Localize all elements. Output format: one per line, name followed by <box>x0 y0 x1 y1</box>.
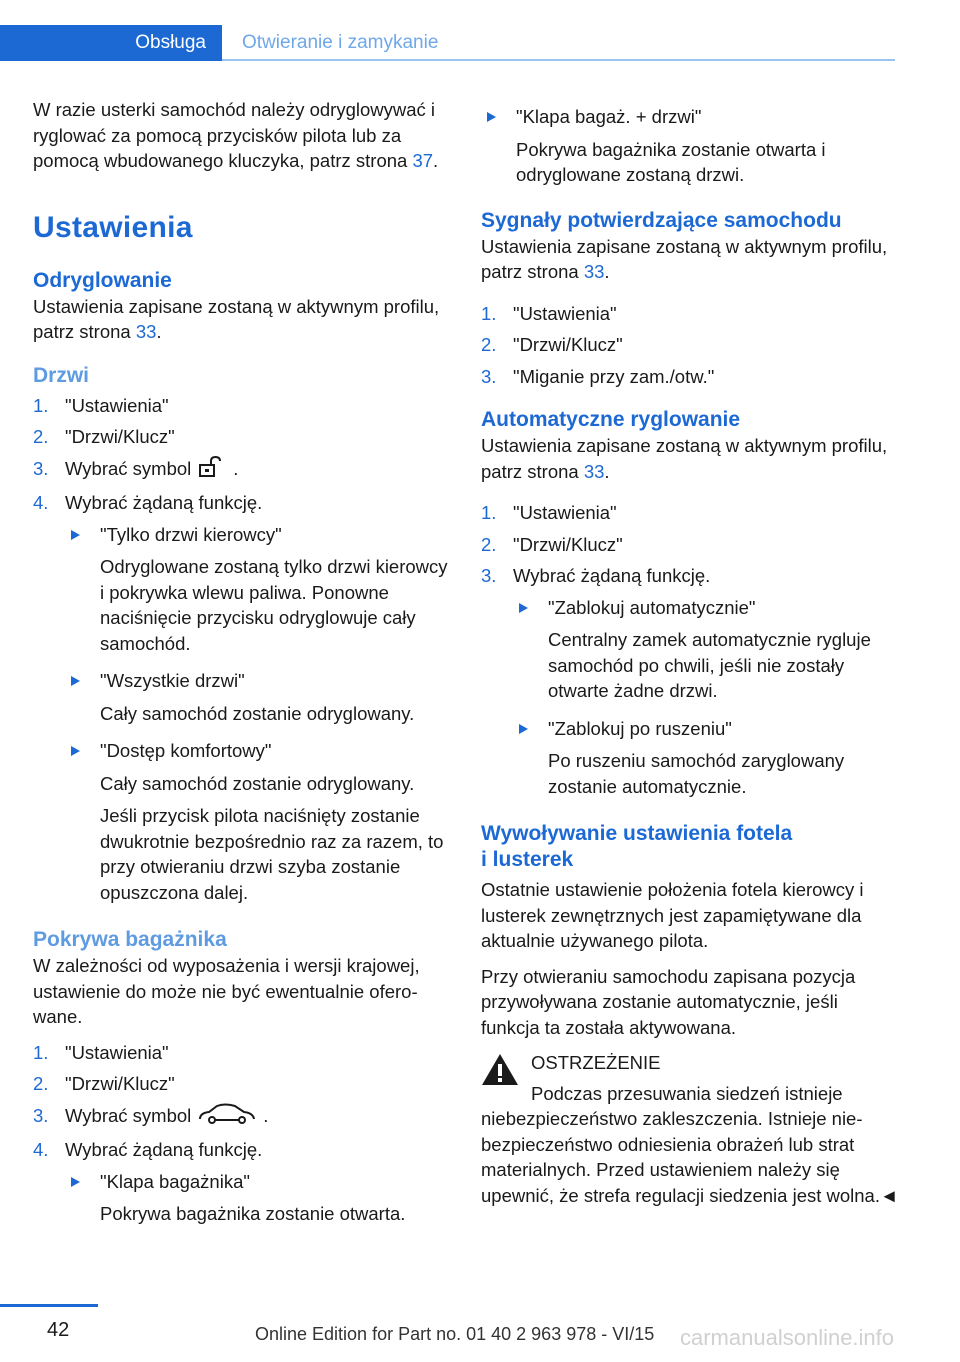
list-item: 1. "Ustawienia" <box>481 502 617 523</box>
heading-sygnaly: Sygnały potwierdzające samochodu <box>481 208 842 232</box>
sygnaly-paragraph: Ustawienia zapisane zostaną w aktywnym profilu, patrz strona 33. <box>481 235 888 282</box>
option-item: "Zablokuj automatycznie" Centralny zamek automatycznie rygluje samochód po chwili, jeśli nie zostały otwarte żadne drzwi. <box>513 595 901 704</box>
page-header <box>0 25 895 61</box>
page-link[interactable]: 37 <box>412 150 434 171</box>
list-item: 3. Wybrać żądaną funkcję. "Zablokuj automatycznie" Centralny zamek automatycznie rygluje samochód po chwili, jeśli nie zostały otwarte żadne drzwi. "Zablokuj po ruszeniu" Po ruszeniu samochód zaryglowany zostanie automatycznie. <box>481 563 901 799</box>
list-item: 1. "Ustawienia" <box>481 302 617 324</box>
warning-text: Podczas przesuwania siedzeń istnieje niebezpieczeństwo zakleszczenia. Istnieje niebezpieczeństwo odniesienia obrażeń lub strat materialnych. Przed ustawieniem należy się upewnić, że strefa regulacji siedzenia jest wolna.◄ <box>481 1082 899 1206</box>
list-item: 4. Wybrać żądaną funkcję. "Tylko drzwi kierowcy" Odryglowane zostaną tylko drzwi kierowcy i pokrywka wlewu paliwa. Ponowne naciśnięcie przycisku odryglowuje cały samochód. "Wszystkie drzwi" Cały samochód zostanie odryglowany. "Dostęp komfortowy" Cały samochód zostanie odryglowany. Jeśli przycisk pilota naciśnięty zostanie dwukrotnie bezpośrednio raz za razem, to przy otwieraniu drzwi szyba zostanie opuszczona dalej. <box>33 490 448 905</box>
list-item: 3. Wybrać symbol . <box>33 1103 448 1132</box>
list-item: 3. "Miganie przy zam./otw." <box>481 365 715 387</box>
pokrywa-paragraph: W zależności od wyposażenia i wersji krajowej, ustawienie do może nie być ewentualnie oferowane. <box>33 955 420 1027</box>
arrow-icon <box>71 746 80 756</box>
list-item: 2. "Drzwi/Klucz" <box>481 334 623 355</box>
heading-automatyczne: Automatyczne ryglowanie <box>481 408 741 431</box>
edition-text: Online Edition for Part no. 01 40 2 963 978 - VI/15 <box>255 1324 655 1344</box>
heading-drzwi: Drzwi <box>33 363 90 387</box>
arrow-icon <box>71 530 80 540</box>
list-item: 2. "Drzwi/Klucz" <box>481 533 623 555</box>
arrow-icon <box>519 603 528 613</box>
list-item: 1. "Ustawienia" <box>33 394 169 416</box>
drzwi-options <box>65 522 448 906</box>
car-trunk-icon <box>197 1103 257 1132</box>
unlocked-door-icon <box>197 456 227 485</box>
list-item: 4. Wybrać żądaną funkcję. "Klapa bagażnika" Pokrywa bagażnika zostanie otwarta. <box>33 1137 448 1227</box>
fotel-paragraph-2: Przy otwieraniu samochodu zapisana pozycja przywoływana zostanie automatycznie, jeśli funkcja ta została aktywowana. <box>481 965 856 1038</box>
option-item: "Klapa bagaż. + drzwi" Pokrywa bagażnika zostanie otwarta i odryglowane zostaną drzwi. <box>481 104 901 188</box>
left-column <box>33 97 448 1239</box>
footer-accent-line <box>0 1304 98 1307</box>
page-link[interactable]: 33 <box>583 460 605 482</box>
right-column <box>481 97 901 1208</box>
option-item: "Klapa bagażnika" Pokrywa bagażnika zostanie otwarta. <box>65 1169 448 1227</box>
intro-paragraph: W razie usterki samochód należy odryglowywać i ryglować za pomocą przycisków pilota lub za pomocą wbudowanego kluczyka, patrz strona 37. <box>33 99 439 171</box>
heading-fotel: Wywoływanie ustawienia fotela i lusterek <box>481 822 793 871</box>
heading-odryglowanie: Odryglowanie <box>33 268 172 292</box>
sygnaly-steps <box>481 301 901 390</box>
chapter-tab[interactable]: Otwieranie i zamykanie <box>242 32 439 53</box>
arrow-icon <box>71 676 80 686</box>
drzwi-steps <box>33 393 448 906</box>
pokrywa-options <box>65 1169 448 1227</box>
page-title: Ustawienia <box>33 210 193 244</box>
arrow-icon <box>71 1177 80 1187</box>
auto-paragraph: Ustawienia zapisane zostaną w aktywnym profilu, patrz strona 33. <box>481 435 888 482</box>
list-item: 2. "Drzwi/Klucz" <box>33 1073 175 1094</box>
section-tab[interactable]: Obsługa <box>0 25 222 61</box>
pokrywa-options-cont <box>481 104 901 188</box>
page-link[interactable]: 33 <box>135 321 157 342</box>
option-item: "Wszystkie drzwi" Cały samochód zostanie odryglowany. <box>65 668 448 726</box>
list-item: 3. Wybrać symbol . <box>33 456 448 485</box>
list-item: 2. "Drzwi/Klucz" <box>33 426 175 447</box>
auto-steps <box>481 500 901 799</box>
pokrywa-steps <box>33 1040 448 1227</box>
warning-title: OSTRZEŻENIE <box>531 1052 661 1073</box>
auto-options <box>513 595 901 800</box>
arrow-icon <box>487 112 496 122</box>
fotel-paragraph-1: Ostatnie ustawienie położenia fotela kierowcy i lusterek zewnętrznych jest zapamiętywane dla aktualnie używanego pilota. <box>481 879 864 951</box>
option-item: "Tylko drzwi kierowcy" Odryglowane zostaną tylko drzwi kierowcy i pokrywka wlewu paliwa. Ponowne naciśnięcie przycisku odryglowuje cały samochód. <box>65 522 448 657</box>
option-item: "Dostęp komfortowy" Cały samochód zostanie odryglowany. Jeśli przycisk pilota naciśnięty zostanie dwukrotnie bezpośrednio raz za razem, to przy otwieraniu drzwi szyba zostanie opuszczona dalej. <box>65 738 448 905</box>
list-item: 1. "Ustawienia" <box>33 1041 169 1063</box>
warning-triangle-icon <box>481 1052 519 1086</box>
watermark: carmanualsonline.info <box>680 1325 895 1350</box>
odryglowanie-paragraph: Ustawienia zapisane zostaną w aktywnym profilu, patrz strona 33. <box>33 295 440 342</box>
warning-box <box>481 1050 901 1208</box>
heading-pokrywa: Pokrywa bagażnika <box>33 928 227 951</box>
page-number: 42 <box>47 1319 70 1341</box>
option-item: "Zablokuj po ruszeniu" Po ruszeniu samochód zaryglowany zostanie automatycznie. <box>513 716 901 800</box>
page-link[interactable]: 33 <box>583 261 605 282</box>
arrow-icon <box>519 724 528 734</box>
header-divider <box>222 59 895 61</box>
